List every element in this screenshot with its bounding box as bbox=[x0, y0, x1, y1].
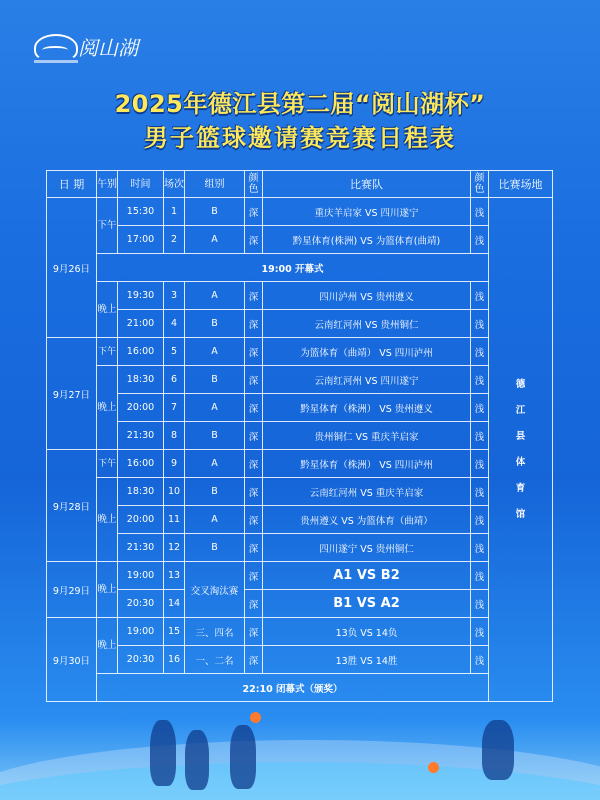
header-period: 午别 bbox=[97, 171, 118, 198]
round-cell: 4 bbox=[164, 310, 185, 338]
round-cell: 8 bbox=[164, 422, 185, 450]
header-teams: 比赛队 bbox=[263, 171, 471, 198]
teams-cell: 13胜 VS 14胜 bbox=[263, 646, 471, 674]
round-cell: 11 bbox=[164, 506, 185, 534]
time-cell: 20:00 bbox=[118, 506, 164, 534]
color-cell: 浅 bbox=[471, 366, 489, 394]
table-row bbox=[47, 310, 553, 338]
teams-cell: B1 VS A2 bbox=[263, 590, 471, 618]
color-cell: 深 bbox=[245, 478, 263, 506]
time-cell: 20:30 bbox=[118, 590, 164, 618]
logo-text: 阅山湖 bbox=[78, 36, 138, 60]
time-cell: 19:30 bbox=[118, 282, 164, 310]
teams-cell: 重庆羊启家 VS 四川遂宁 bbox=[263, 198, 471, 226]
header-color: 颜色 bbox=[245, 171, 263, 198]
venue-text: 德江县体育馆 bbox=[515, 378, 526, 520]
group-cell: A bbox=[185, 282, 245, 310]
group-cell: 三、四名 bbox=[185, 618, 245, 646]
color-cell: 深 bbox=[245, 450, 263, 478]
color-cell: 浅 bbox=[471, 422, 489, 450]
time-cell: 16:00 bbox=[118, 338, 164, 366]
header-round: 场次 bbox=[164, 171, 185, 198]
title-line-1: 2025年德江县第二届“阅山湖杯” bbox=[114, 90, 486, 118]
color-cell: 浅 bbox=[471, 618, 489, 646]
color-cell: 深 bbox=[245, 422, 263, 450]
table-row bbox=[47, 562, 553, 590]
color-cell: 深 bbox=[245, 310, 263, 338]
group-cell: 交叉淘汰赛 bbox=[185, 562, 245, 618]
group-cell: A bbox=[185, 450, 245, 478]
table-row bbox=[47, 198, 553, 226]
round-cell: 15 bbox=[164, 618, 185, 646]
table-row bbox=[47, 590, 553, 618]
period-cell: 下午 bbox=[97, 338, 118, 366]
color-cell: 深 bbox=[245, 506, 263, 534]
group-cell: B bbox=[185, 478, 245, 506]
color-cell: 深 bbox=[245, 282, 263, 310]
logo-underline bbox=[34, 60, 78, 63]
venue-cell bbox=[489, 198, 553, 702]
period-cell: 下午 bbox=[97, 198, 118, 254]
table-row bbox=[47, 506, 553, 534]
period-cell: 晚上 bbox=[97, 282, 118, 338]
basketball-icon bbox=[428, 762, 439, 773]
color-cell: 深 bbox=[245, 590, 263, 618]
color-cell: 深 bbox=[245, 646, 263, 674]
group-cell: A bbox=[185, 394, 245, 422]
color-cell: 浅 bbox=[471, 198, 489, 226]
color-cell: 深 bbox=[245, 366, 263, 394]
group-cell: B bbox=[185, 422, 245, 450]
period-cell: 晚上 bbox=[97, 618, 118, 674]
time-cell: 20:30 bbox=[118, 646, 164, 674]
color-cell: 浅 bbox=[471, 646, 489, 674]
basketball-player-icon bbox=[482, 720, 514, 780]
teams-cell: 13负 VS 14负 bbox=[263, 618, 471, 646]
round-cell: 10 bbox=[164, 478, 185, 506]
header-color-2: 颜色 bbox=[471, 171, 489, 198]
round-cell: 1 bbox=[164, 198, 185, 226]
period-cell: 晚上 bbox=[97, 562, 118, 618]
title-line-2: 男子篮球邀请赛竞赛日程表 bbox=[144, 124, 456, 152]
ceremony-row bbox=[47, 674, 553, 702]
table-row bbox=[47, 646, 553, 674]
teams-cell: 贵州遵义 VS 为篮体育（曲靖） bbox=[263, 506, 471, 534]
time-cell: 21:00 bbox=[118, 310, 164, 338]
color-cell: 浅 bbox=[471, 562, 489, 590]
group-cell: B bbox=[185, 534, 245, 562]
color-cell: 深 bbox=[245, 338, 263, 366]
time-cell: 19:00 bbox=[118, 618, 164, 646]
decorative-footer bbox=[0, 700, 600, 800]
color-cell: 浅 bbox=[471, 450, 489, 478]
round-cell: 5 bbox=[164, 338, 185, 366]
basketball-icon bbox=[250, 712, 261, 723]
round-cell: 3 bbox=[164, 282, 185, 310]
color-cell: 深 bbox=[245, 394, 263, 422]
time-cell: 16:00 bbox=[118, 450, 164, 478]
basketball-player-icon bbox=[185, 730, 209, 790]
group-cell: B bbox=[185, 366, 245, 394]
table-row bbox=[47, 422, 553, 450]
color-cell: 深 bbox=[245, 562, 263, 590]
logo bbox=[34, 30, 144, 66]
teams-cell: 四川遂宁 VS 贵州铜仁 bbox=[263, 534, 471, 562]
group-cell: A bbox=[185, 506, 245, 534]
color-cell: 深 bbox=[245, 226, 263, 254]
table-row bbox=[47, 618, 553, 646]
period-cell: 下午 bbox=[97, 450, 118, 478]
time-cell: 21:30 bbox=[118, 534, 164, 562]
color-cell: 深 bbox=[245, 534, 263, 562]
header-group: 组别 bbox=[185, 171, 245, 198]
table-row bbox=[47, 478, 553, 506]
color-cell: 浅 bbox=[471, 310, 489, 338]
date-cell: 9月26日 bbox=[47, 198, 97, 338]
opening-ceremony: 19:00 开幕式 bbox=[97, 254, 489, 282]
header-row bbox=[47, 171, 553, 198]
group-cell: B bbox=[185, 310, 245, 338]
teams-cell: 黔星体育（株洲） VS 四川泸州 bbox=[263, 450, 471, 478]
teams-cell: 为篮体育（曲靖） VS 四川泸州 bbox=[263, 338, 471, 366]
color-cell: 深 bbox=[245, 618, 263, 646]
table-row bbox=[47, 366, 553, 394]
period-cell: 晚上 bbox=[97, 366, 118, 450]
date-cell: 9月29日 bbox=[47, 562, 97, 618]
color-cell: 深 bbox=[245, 198, 263, 226]
teams-cell: 云南红河州 VS 贵州铜仁 bbox=[263, 310, 471, 338]
time-cell: 21:30 bbox=[118, 422, 164, 450]
table-row bbox=[47, 338, 553, 366]
time-cell: 20:00 bbox=[118, 394, 164, 422]
teams-cell: 云南红河州 VS 重庆羊启家 bbox=[263, 478, 471, 506]
round-cell: 6 bbox=[164, 366, 185, 394]
color-cell: 浅 bbox=[471, 338, 489, 366]
color-cell: 浅 bbox=[471, 282, 489, 310]
teams-cell: 黔星体育(株洲) VS 为篮体育(曲靖) bbox=[263, 226, 471, 254]
table-row bbox=[47, 534, 553, 562]
teams-cell: 云南红河州 VS 四川遂宁 bbox=[263, 366, 471, 394]
time-cell: 17:00 bbox=[118, 226, 164, 254]
color-cell: 浅 bbox=[471, 394, 489, 422]
teams-cell: A1 VS B2 bbox=[263, 562, 471, 590]
header-venue: 比赛场地 bbox=[489, 171, 553, 198]
round-cell: 2 bbox=[164, 226, 185, 254]
round-cell: 12 bbox=[164, 534, 185, 562]
time-cell: 18:30 bbox=[118, 366, 164, 394]
teams-cell: 黔星体育（株洲） VS 贵州遵义 bbox=[263, 394, 471, 422]
color-cell: 浅 bbox=[471, 478, 489, 506]
group-cell: A bbox=[185, 226, 245, 254]
color-cell: 浅 bbox=[471, 534, 489, 562]
period-cell: 晚上 bbox=[97, 478, 118, 562]
closing-ceremony: 22:10 闭幕式（颁奖） bbox=[97, 674, 489, 702]
ceremony-row bbox=[47, 254, 553, 282]
teams-cell: 贵州铜仁 VS 重庆羊启家 bbox=[263, 422, 471, 450]
color-cell: 浅 bbox=[471, 506, 489, 534]
round-cell: 13 bbox=[164, 562, 185, 590]
table-row bbox=[47, 450, 553, 478]
time-cell: 19:00 bbox=[118, 562, 164, 590]
table-row bbox=[47, 282, 553, 310]
teams-cell: 四川泸州 VS 贵州遵义 bbox=[263, 282, 471, 310]
round-cell: 7 bbox=[164, 394, 185, 422]
time-cell: 15:30 bbox=[118, 198, 164, 226]
round-cell: 16 bbox=[164, 646, 185, 674]
lake-mountain-icon bbox=[34, 34, 78, 62]
group-cell: B bbox=[185, 198, 245, 226]
round-cell: 14 bbox=[164, 590, 185, 618]
basketball-player-icon bbox=[230, 725, 256, 789]
date-cell: 9月30日 bbox=[47, 618, 97, 702]
group-cell: A bbox=[185, 338, 245, 366]
time-cell: 18:30 bbox=[118, 478, 164, 506]
basketball-player-icon bbox=[150, 720, 176, 786]
table-row bbox=[47, 394, 553, 422]
header-time: 时间 bbox=[118, 171, 164, 198]
color-cell: 浅 bbox=[471, 590, 489, 618]
color-cell: 浅 bbox=[471, 226, 489, 254]
date-cell: 9月28日 bbox=[47, 450, 97, 562]
schedule-table bbox=[46, 170, 553, 702]
header-date: 日 期 bbox=[47, 171, 97, 198]
table-row bbox=[47, 226, 553, 254]
round-cell: 9 bbox=[164, 450, 185, 478]
date-cell: 9月27日 bbox=[47, 338, 97, 450]
group-cell: 一、二名 bbox=[185, 646, 245, 674]
